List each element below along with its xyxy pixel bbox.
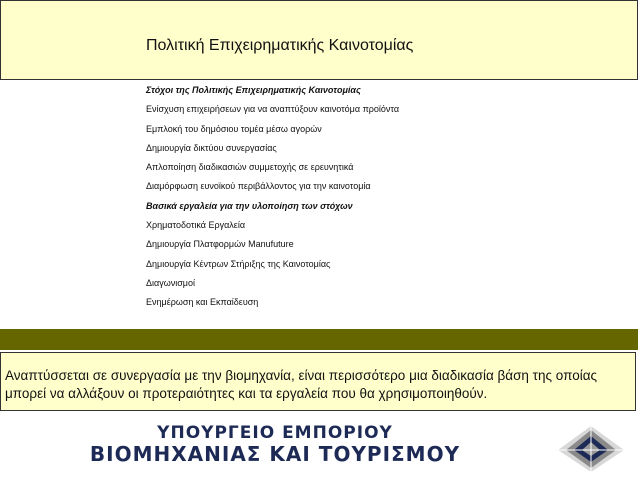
ministry-logo-text (65, 424, 485, 465)
footer (0, 420, 638, 478)
ministry-emblem-icon (556, 424, 626, 474)
slide-header (0, 0, 638, 80)
list-item: Ενίσχυση επιχειρήσεων για να αναπτύξουν καινοτόμα προϊόντα (146, 104, 400, 115)
list-item: Δημιουργία Πλατφορμών Manufuture (146, 239, 294, 250)
list-item: Διαμόρφωση ευνοϊκού περιβάλλοντος για την καινοτομία (146, 181, 371, 192)
list-item: Δημιουργία Κέντρων Στήριξης της Καινοτομίας (146, 258, 331, 269)
content-list (146, 84, 586, 316)
note-box (0, 352, 636, 411)
list-item: Διαγωνισμοί (146, 277, 195, 288)
list-item: Δημιουργία δικτύου συνεργασίας (146, 142, 277, 153)
slide-title: Πολιτική Επιχειρηματικής Καινοτομίας (146, 37, 414, 54)
list-item: Χρηματοδοτικά Εργαλεία (146, 220, 246, 231)
list-item: Ενημέρωση και Εκπαίδευση (146, 297, 259, 308)
ministry-line-1: ΥΠΟΥΡΓΕΙΟ ΕΜΠΟΡΙΟΥ (157, 423, 393, 443)
list-item: Απλοποίηση διαδικασιών συμμετοχής σε ερευνητικά (146, 162, 354, 173)
list-item: Στόχοι της Πολιτικής Επιχειρηματικής Καινοτομίας (146, 85, 361, 95)
ministry-line-2: ΒΙΟΜΗΧΑΝΙΑΣ ΚΑΙ ΤΟΥΡΙΣΜΟΥ (89, 442, 461, 466)
note-text: Αναπτύσσεται σε συνεργασία με την βιομηχανία, είναι περισσότερο μια διαδικασία βάση της οποίας μπορεί να αλλάξουν οι προτεραιότητες και τα εργαλεία που θα χρησιμοποιηθούν. (5, 368, 598, 401)
list-item: Βασικά εργαλεία για την υλοποίηση των στόχων (146, 200, 353, 211)
divider-bar (0, 329, 638, 350)
list-item: Εμπλοκή του δημόσιου τομέα μέσω αγορών (146, 123, 322, 134)
